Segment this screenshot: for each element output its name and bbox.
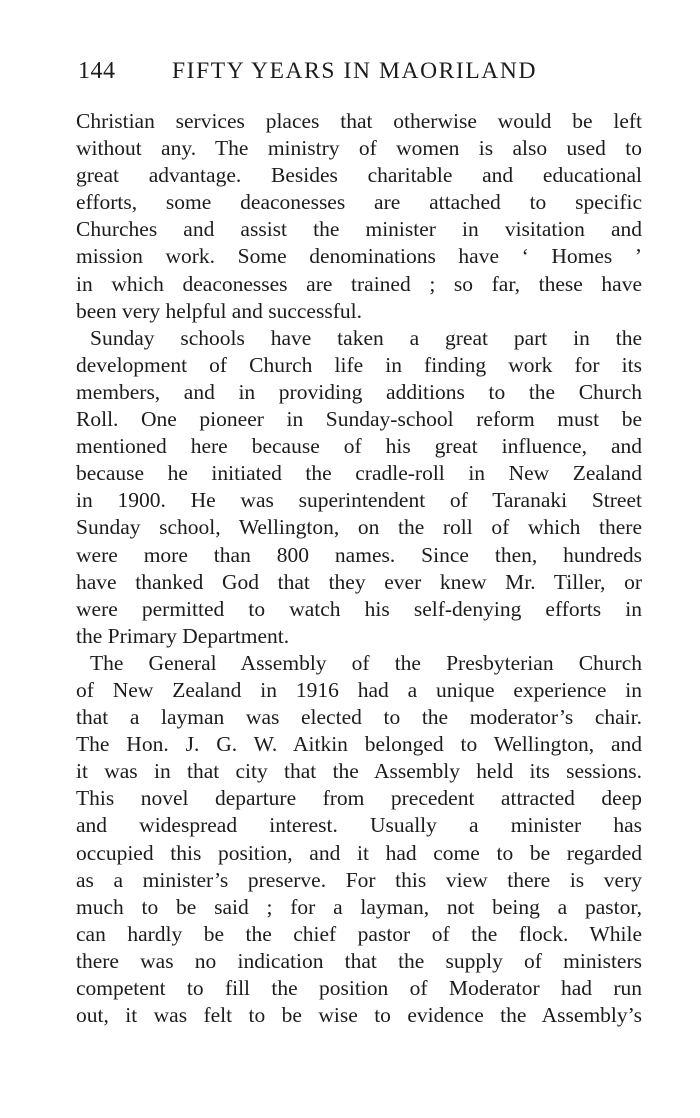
text-line: were more than 800 names. Since then, hundreds	[76, 542, 642, 567]
body-text	[76, 108, 642, 1029]
text-line: Sunday schools have taken a great part in the	[90, 325, 642, 350]
text-line: without any. The ministry of women is also used to	[76, 136, 642, 161]
text-line: in which deaconesses are trained ; so far, these have	[76, 271, 642, 296]
text-line: and widespread interest. Usually a minister has	[76, 813, 642, 838]
text-line: efforts, some deaconesses are attached to specific	[76, 190, 642, 215]
text-line: occupied this position, and it had come to be regarded	[76, 840, 642, 865]
text-line: that a layman was elected to the moderator’s chair.	[76, 705, 642, 730]
running-title: FIFTY YEARS IN MAORILAND	[172, 58, 538, 84]
text-line: great advantage. Besides charitable and educational	[76, 163, 642, 188]
text-line: in 1900. He was superintendent of Taranaki Street	[76, 488, 642, 513]
page-header	[78, 58, 638, 90]
text-line: mentioned here because of his great influence, and	[76, 434, 642, 459]
text-line: it was in that city that the Assembly held its sessions.	[76, 759, 642, 784]
text-line: have thanked God that they ever knew Mr. Tiller, or	[76, 569, 642, 594]
text-line: mission work. Some denominations have ‘ Homes ’	[76, 244, 642, 269]
text-line: the Primary Department.	[76, 623, 290, 648]
text-line: Roll. One pioneer in Sunday-school reform must be	[76, 407, 642, 432]
text-line: were permitted to watch his self-denying efforts in	[76, 596, 642, 621]
text-line: competent to fill the position of Moderator had run	[76, 976, 642, 1000]
text-line: been very helpful and successful.	[76, 298, 362, 323]
text-line: Churches and assist the minister in visitation and	[76, 217, 642, 242]
text-line: Christian services places that otherwise would be left	[76, 109, 642, 133]
text-line: The General Assembly of the Presbyterian Church	[90, 650, 642, 675]
text-line: out, it was felt to be wise to evidence the Assembly’s	[76, 1003, 642, 1028]
text-line: The Hon. J. G. W. Aitkin belonged to Wellington, and	[76, 732, 642, 757]
text-line: members, and in providing additions to the Church	[76, 379, 642, 404]
text-line: because he initiated the cradle-roll in New Zealand	[76, 461, 642, 486]
text-line: much to be said ; for a layman, not being a pastor,	[76, 894, 642, 919]
text-line: of New Zealand in 1916 had a unique experience in	[76, 677, 642, 702]
page-number: 144	[78, 58, 116, 84]
text-line: as a minister’s preserve. For this view there is very	[76, 867, 642, 892]
text-line: Sunday school, Wellington, on the roll of which there	[76, 515, 642, 540]
text-line: This novel departure from precedent attracted deep	[76, 786, 642, 811]
text-line: development of Church life in finding work for its	[76, 352, 642, 377]
text-line: can hardly be the chief pastor of the flock. While	[76, 921, 642, 946]
text-line: there was no indication that the supply of ministers	[76, 948, 642, 973]
